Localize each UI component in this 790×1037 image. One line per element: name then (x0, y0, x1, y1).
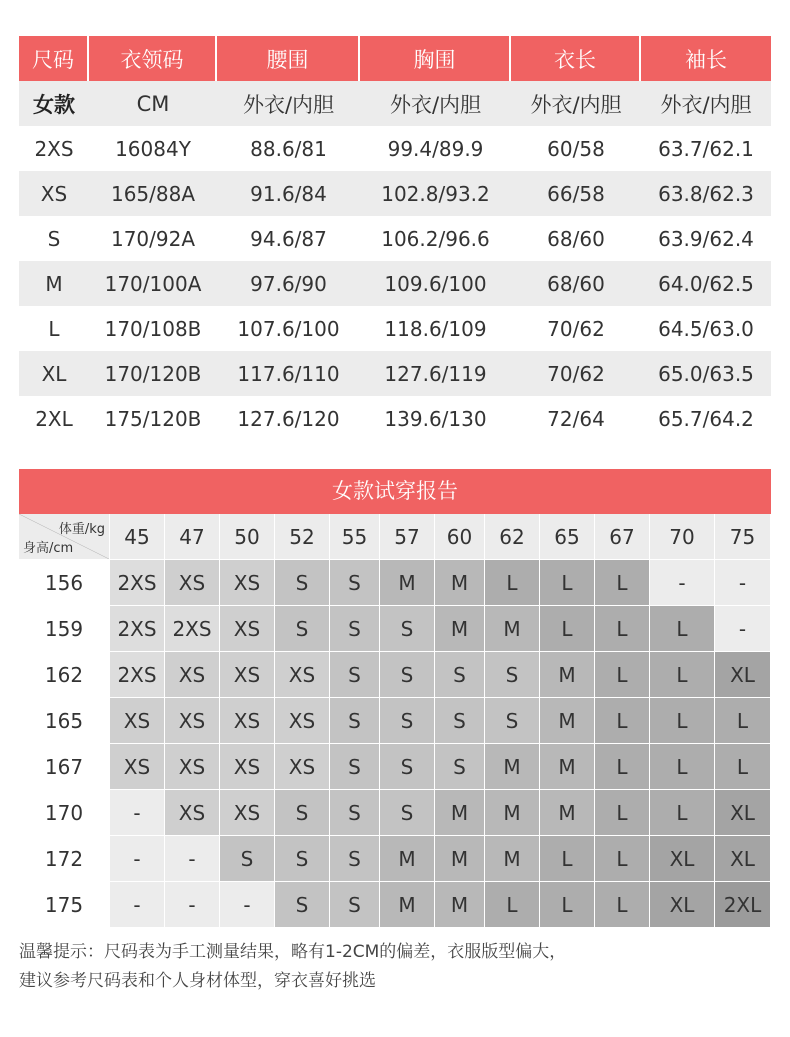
fit-size-cell: - (650, 560, 715, 606)
fit-size-cell: L (540, 836, 595, 882)
fit-size-cell: XS (165, 790, 220, 836)
header-length: 衣长 (511, 36, 641, 81)
size-cell-chest: 127.6/119 (360, 351, 511, 396)
size-row (19, 126, 771, 171)
fit-row (19, 606, 771, 652)
fit-size-cell: L (715, 698, 771, 744)
header-collar: 衣领码 (89, 36, 217, 81)
size-cell-size: XS (19, 171, 89, 216)
header-sleeve: 袖长 (641, 36, 771, 81)
size-row (19, 396, 771, 441)
subheader-unit: CM (89, 81, 217, 126)
fit-size-cell: S (380, 698, 435, 744)
size-cell-length: 60/58 (547, 136, 605, 161)
fit-size-cell: L (650, 698, 715, 744)
fit-size-cell: S (485, 698, 540, 744)
fit-size-cell: 2XS (165, 606, 220, 652)
fit-size-cell: S (380, 606, 435, 652)
fit-size-cell: S (330, 560, 380, 606)
fit-size-cell: L (715, 744, 771, 790)
height-axis-label: 身高/cm (23, 541, 74, 556)
height-header-cell: 159 (19, 606, 110, 652)
fit-size-cell: 2XL (715, 882, 771, 928)
size-cell-size: 2XS (34, 136, 74, 161)
weight-header-cell: 57 (380, 514, 435, 560)
fit-report-weight-row (19, 514, 771, 560)
fit-size-cell: XS (275, 744, 330, 790)
size-notes (19, 938, 779, 996)
size-chart-header-row (19, 36, 771, 81)
height-header-cell: 170 (19, 790, 110, 836)
size-cell-chest: 106.2/96.6 (381, 226, 490, 251)
fit-size-cell: XS (275, 652, 330, 698)
fit-row (19, 652, 771, 698)
fit-size-cell: S (380, 652, 435, 698)
fit-size-cell: L (595, 882, 650, 928)
fit-size-cell: XS (220, 606, 275, 652)
size-cell-waist: 94.6/87 (250, 226, 327, 251)
fit-size-cell: S (330, 744, 380, 790)
size-cell-chest: 118.6/109 (384, 316, 487, 341)
size-cell-length: 66/58 (511, 171, 641, 216)
size-row (19, 171, 771, 216)
fit-size-cell: M (485, 606, 540, 652)
size-cell-size: M (19, 261, 89, 306)
size-cell-collar: 170/100A (89, 261, 217, 306)
height-header-cell: 156 (19, 560, 110, 606)
size-cell-sleeve: 65.7/64.2 (658, 406, 754, 431)
fit-size-cell: XL (715, 790, 771, 836)
weight-header-cell: 45 (110, 514, 165, 560)
header-size: 尺码 (19, 36, 89, 81)
weight-header-cell: 55 (330, 514, 380, 560)
height-header-cell: 165 (19, 698, 110, 744)
size-cell-collar: 170/108B (104, 316, 202, 341)
fit-row (19, 790, 771, 836)
fit-size-cell: XS (165, 652, 220, 698)
fit-size-cell: L (540, 560, 595, 606)
size-cell-sleeve: 63.9/62.4 (658, 226, 754, 251)
weight-header-cell: 62 (485, 514, 540, 560)
fit-size-cell: - (110, 836, 165, 882)
fit-size-cell: L (540, 882, 595, 928)
fit-size-cell: M (435, 560, 485, 606)
fit-size-cell: XS (220, 652, 275, 698)
fit-size-cell: S (485, 652, 540, 698)
header-chest: 胸围 (360, 36, 511, 81)
fit-size-cell: M (540, 652, 595, 698)
fit-size-cell: S (435, 652, 485, 698)
weight-header-cell: 47 (165, 514, 220, 560)
header-waist: 腰围 (217, 36, 360, 81)
fit-row (19, 836, 771, 882)
height-header-cell: 175 (19, 882, 110, 928)
fit-size-cell: S (330, 882, 380, 928)
fit-size-cell: S (330, 790, 380, 836)
fit-size-cell: - (165, 836, 220, 882)
size-cell-collar: 16084Y (115, 136, 191, 161)
fit-size-cell: XS (275, 698, 330, 744)
size-cell-waist: 91.6/84 (217, 171, 360, 216)
fit-size-cell: S (330, 652, 380, 698)
weight-axis-label: 体重/kg (58, 522, 105, 537)
size-row (19, 306, 771, 351)
fit-size-cell: L (540, 606, 595, 652)
fit-size-cell: L (595, 652, 650, 698)
fit-size-cell: XS (110, 744, 165, 790)
fit-row (19, 882, 771, 928)
size-cell-chest: 99.4/89.9 (387, 136, 484, 161)
fit-size-cell: L (485, 882, 540, 928)
height-header-cell: 172 (19, 836, 110, 882)
fit-size-cell: XS (220, 560, 275, 606)
fit-size-cell: S (275, 836, 330, 882)
size-cell-length: 68/60 (511, 261, 641, 306)
fit-size-cell: 2XS (110, 560, 165, 606)
size-cell-length: 68/60 (547, 226, 605, 251)
fit-size-cell: XL (650, 836, 715, 882)
fit-size-cell: S (435, 698, 485, 744)
fit-size-cell: M (380, 560, 435, 606)
fit-size-cell: S (275, 882, 330, 928)
corner-cell (19, 514, 110, 560)
size-cell-size: 2XL (35, 406, 73, 431)
fit-size-cell: XS (220, 698, 275, 744)
fit-row (19, 744, 771, 790)
size-cell-waist: 107.6/100 (237, 316, 340, 341)
fit-size-cell: XS (165, 744, 220, 790)
fit-size-cell: M (540, 698, 595, 744)
fit-size-cell: - (165, 882, 220, 928)
size-cell-length: 70/62 (547, 316, 605, 341)
fit-size-cell: M (435, 836, 485, 882)
fit-size-cell: L (650, 790, 715, 836)
fit-size-cell: S (275, 560, 330, 606)
fit-size-cell: XS (165, 560, 220, 606)
fit-size-cell: L (595, 698, 650, 744)
fit-size-cell: S (435, 744, 485, 790)
fit-size-cell: L (595, 606, 650, 652)
fit-size-cell: M (380, 882, 435, 928)
size-chart-table (19, 36, 771, 441)
weight-header-cell: 65 (540, 514, 595, 560)
fit-size-cell: S (380, 790, 435, 836)
fit-report-table (19, 514, 771, 928)
size-cell-chest: 102.8/93.2 (360, 171, 511, 216)
size-cell-collar: 175/120B (104, 406, 202, 431)
fit-size-cell: M (485, 836, 540, 882)
size-cell-sleeve: 64.0/62.5 (641, 261, 771, 306)
subheader-gender: 女款 (19, 81, 89, 126)
fit-size-cell: - (110, 790, 165, 836)
fit-size-cell: XL (650, 882, 715, 928)
size-cell-waist: 117.6/110 (217, 351, 360, 396)
fit-size-cell: M (435, 882, 485, 928)
weight-header-cell: 67 (595, 514, 650, 560)
subheader-length: 外衣/内胆 (511, 81, 641, 126)
fit-size-cell: XS (110, 698, 165, 744)
size-cell-size: L (48, 316, 60, 341)
size-row (19, 261, 771, 306)
fit-size-cell: 2XS (110, 606, 165, 652)
weight-header-cell: 52 (275, 514, 330, 560)
size-cell-sleeve: 63.7/62.1 (658, 136, 754, 161)
size-cell-waist: 97.6/90 (217, 261, 360, 306)
size-cell-collar: 165/88A (89, 171, 217, 216)
weight-header-cell: 75 (715, 514, 771, 560)
fit-size-cell: L (595, 790, 650, 836)
fit-size-cell: XL (715, 836, 771, 882)
weight-header-cell: 70 (650, 514, 715, 560)
fit-size-cell: M (540, 790, 595, 836)
fit-size-cell: M (485, 790, 540, 836)
subheader-sleeve: 外衣/内胆 (641, 81, 771, 126)
fit-size-cell: XL (715, 652, 771, 698)
size-cell-length: 72/64 (547, 406, 605, 431)
fit-size-cell: 2XS (110, 652, 165, 698)
fit-size-cell: M (435, 606, 485, 652)
fit-size-cell: - (715, 606, 771, 652)
size-cell-collar: 170/92A (110, 226, 196, 251)
fit-size-cell: L (650, 744, 715, 790)
size-cell-sleeve: 65.0/63.5 (641, 351, 771, 396)
fit-size-cell: L (595, 836, 650, 882)
fit-row (19, 560, 771, 606)
weight-header-cell: 50 (220, 514, 275, 560)
size-cell-size: S (47, 226, 61, 251)
size-cell-sleeve: 63.8/62.3 (641, 171, 771, 216)
fit-size-cell: L (650, 652, 715, 698)
fit-size-cell: S (220, 836, 275, 882)
notes-line-1: 温馨提示：尺码表为手工测量结果，略有1-2CM的偏差，衣服版型偏大， (19, 942, 567, 962)
size-cell-size: XL (19, 351, 89, 396)
height-header-cell: 167 (19, 744, 110, 790)
size-cell-chest: 109.6/100 (360, 261, 511, 306)
fit-size-cell: L (485, 560, 540, 606)
fit-size-cell: S (380, 744, 435, 790)
subheader-chest: 外衣/内胆 (360, 81, 511, 126)
fit-size-cell: M (435, 790, 485, 836)
fit-size-cell: S (275, 606, 330, 652)
size-cell-length: 70/62 (511, 351, 641, 396)
fit-size-cell: - (110, 882, 165, 928)
fit-size-cell: XS (220, 744, 275, 790)
fit-size-cell: M (380, 836, 435, 882)
size-row (19, 351, 771, 396)
fit-report-title: 女款试穿报告 (19, 469, 771, 514)
notes-line-2: 建议参考尺码表和个人身材体型，穿衣喜好挑选 (19, 971, 376, 991)
size-cell-chest: 139.6/130 (384, 406, 487, 431)
height-header-cell: 162 (19, 652, 110, 698)
subheader-waist: 外衣/内胆 (217, 81, 360, 126)
fit-size-cell: - (715, 560, 771, 606)
fit-size-cell: L (595, 560, 650, 606)
fit-size-cell: L (650, 606, 715, 652)
fit-size-cell: M (540, 744, 595, 790)
weight-header-cell: 60 (435, 514, 485, 560)
size-cell-sleeve: 64.5/63.0 (658, 316, 754, 341)
size-cell-waist: 88.6/81 (250, 136, 327, 161)
fit-size-cell: M (485, 744, 540, 790)
fit-row (19, 698, 771, 744)
fit-size-cell: L (595, 744, 650, 790)
size-chart-subheader-row (19, 81, 771, 126)
fit-size-cell: S (330, 836, 380, 882)
fit-size-cell: S (330, 606, 380, 652)
fit-size-cell: S (330, 698, 380, 744)
fit-size-cell: XS (220, 790, 275, 836)
size-cell-collar: 170/120B (89, 351, 217, 396)
size-cell-waist: 127.6/120 (237, 406, 340, 431)
size-row (19, 216, 771, 261)
fit-size-cell: S (275, 790, 330, 836)
fit-size-cell: - (220, 882, 275, 928)
fit-size-cell: XS (165, 698, 220, 744)
